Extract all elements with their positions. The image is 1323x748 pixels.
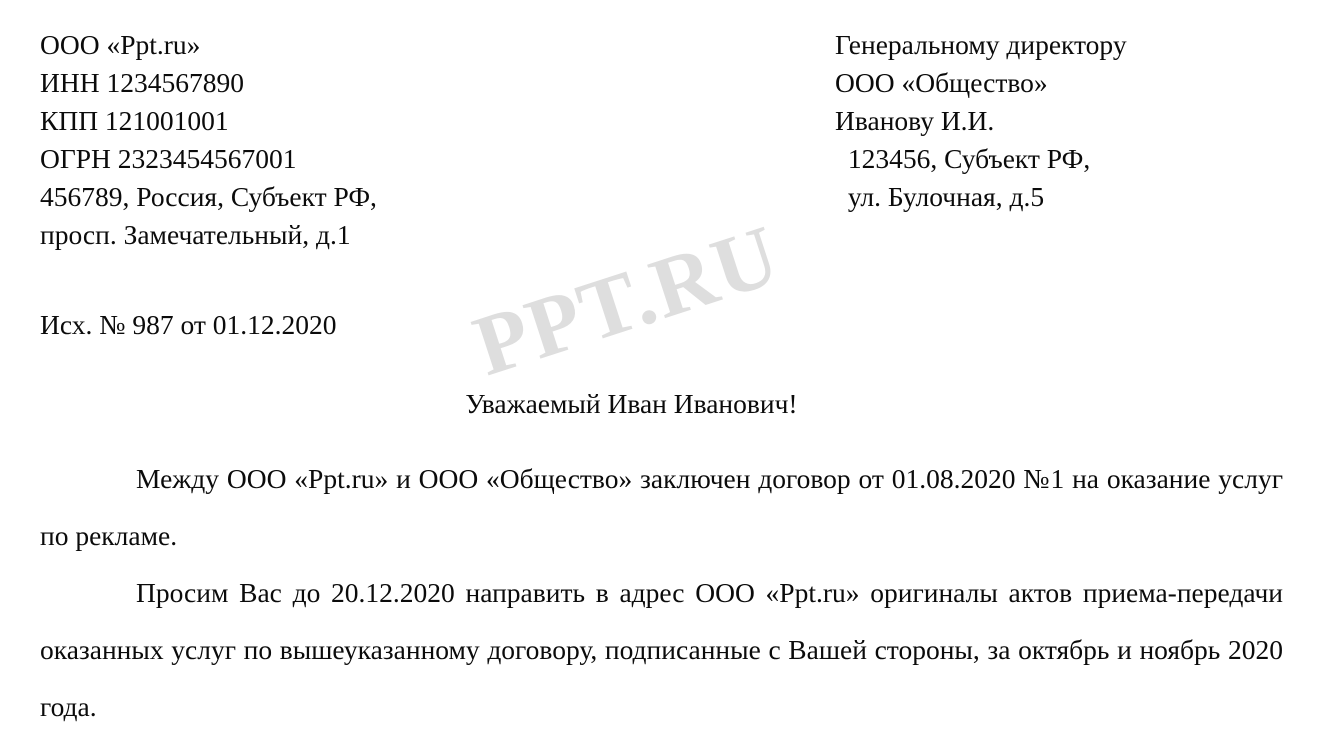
salutation: Уважаемый Иван Иванович! <box>465 388 798 419</box>
addressee-line-company: ООО «Общество» <box>835 67 1048 98</box>
letter-body <box>40 450 1283 735</box>
addressee-line-address-1: 123456, Субъект РФ, <box>841 143 1091 174</box>
document-content <box>40 26 1283 735</box>
sender-line-ogrn: ОГРН 2323454567001 <box>40 143 297 174</box>
watermark: PPT.RU <box>462 205 791 395</box>
sender-line-inn: ИНН 1234567890 <box>40 67 244 98</box>
sender-line-company: ООО «Ppt.ru» <box>40 29 201 60</box>
sender-block <box>40 26 680 254</box>
sender-line-address-2: просп. Замечательный, д.1 <box>40 219 351 250</box>
addressee-block <box>835 26 1265 216</box>
outgoing-number: Исх. № 987 от 01.12.2020 <box>40 309 337 340</box>
letterhead <box>40 26 1283 254</box>
body-paragraph-1: Между ООО «Ppt.ru» и ООО «Общество» заключен договор от 01.08.2020 №1 на оказание услуг по рекламе. <box>40 463 1283 551</box>
body-paragraph-2: Просим Вас до 20.12.2020 направить в адрес ООО «Ppt.ru» оригиналы актов приема-передачи оказанных услуг по вышеуказанному договору, подписанные с Вашей стороны, за октябрь и ноябрь 2020 года. <box>40 577 1283 722</box>
addressee-line-name: Иванову И.И. <box>835 105 995 136</box>
sender-line-address-1: 456789, Россия, Субъект РФ, <box>40 181 377 212</box>
sender-line-kpp: КПП 121001001 <box>40 105 229 136</box>
addressee-line-position: Генеральному директору <box>835 29 1127 60</box>
addressee-line-address-2: ул. Булочная, д.5 <box>841 181 1045 212</box>
